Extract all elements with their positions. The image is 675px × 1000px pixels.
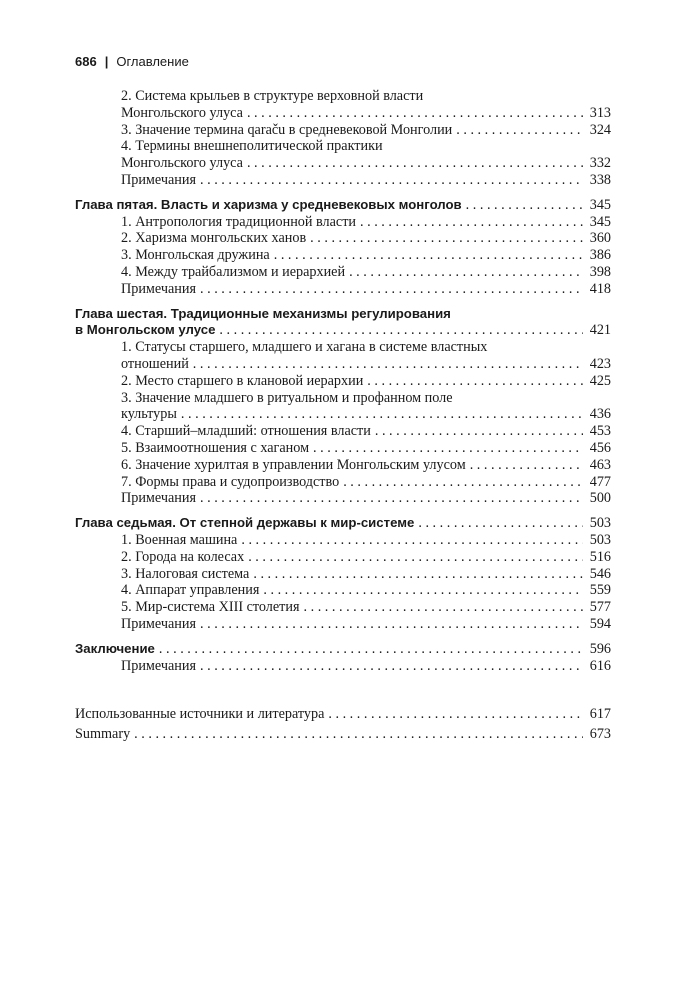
toc-entry <box>75 88 611 105</box>
toc-chapter-entry <box>75 641 611 658</box>
toc-entry <box>75 155 611 172</box>
dot-leader <box>241 532 583 549</box>
toc-page-number: 398 <box>589 263 611 280</box>
toc-entry-title: 5. Мир-система XIII столетия <box>121 599 300 616</box>
toc-page-number: 546 <box>589 565 611 582</box>
toc-page-number: 386 <box>589 247 611 264</box>
toc-entry <box>75 490 611 507</box>
dot-leader <box>134 723 583 745</box>
dot-leader <box>200 490 583 507</box>
toc-entry-title: 1. Военная машина <box>121 531 238 548</box>
dot-leader <box>181 406 583 423</box>
header-separator: | <box>104 54 109 69</box>
toc-page-number: 423 <box>589 355 611 372</box>
toc-entry-title: 4. Между трайбализмом и иерархией <box>121 263 346 280</box>
toc-entry <box>75 723 611 745</box>
toc-entry <box>75 339 611 356</box>
dot-leader <box>193 356 583 373</box>
toc-entry-title: Монгольского улуса <box>121 104 243 121</box>
toc-entry <box>75 247 611 264</box>
toc-group <box>75 641 611 675</box>
toc-entry-title: в Монгольском улусе <box>75 322 216 338</box>
toc-entry-title: Примечания <box>121 615 196 632</box>
toc-entry <box>75 281 611 298</box>
toc-page-number: 500 <box>589 490 611 507</box>
toc-page-number: 338 <box>589 171 611 188</box>
toc-group <box>75 515 611 633</box>
toc-entry-title: Заключение <box>75 640 155 656</box>
toc-entry-title: Глава шестая. Традиционные механизмы регулирования <box>75 305 451 321</box>
toc-page-number: 425 <box>589 372 611 389</box>
toc-entry-title: 3. Монгольская дружина <box>121 247 270 264</box>
toc-page-number: 360 <box>589 230 611 247</box>
toc-entry <box>75 172 611 189</box>
dot-leader <box>200 281 583 298</box>
toc-entry-title: 4. Термины внешнеполитической практики <box>121 138 383 155</box>
toc-entry-title: 2. Харизма монгольских ханов <box>121 230 307 247</box>
dot-leader <box>375 423 583 440</box>
toc-chapter-entry <box>75 197 611 214</box>
toc-entry-title: 5. Взаимоотношения с хаганом <box>121 439 310 456</box>
toc-page-number: 463 <box>589 456 611 473</box>
toc-entry-title: 2. Города на колесах <box>121 548 245 565</box>
table-of-contents <box>75 88 611 745</box>
toc-entry <box>75 599 611 616</box>
toc-page-number: 436 <box>589 406 611 423</box>
toc-entry <box>75 706 611 723</box>
toc-group <box>75 197 611 298</box>
toc-entry-title: Монгольского улуса <box>121 155 243 172</box>
dot-leader <box>470 457 583 474</box>
toc-entry-title: 3. Налоговая система <box>121 565 250 582</box>
toc-page-number: 503 <box>589 515 611 532</box>
toc-entry-title: Summary <box>75 726 131 743</box>
toc-page-number: 324 <box>589 121 611 138</box>
toc-entry <box>75 423 611 440</box>
toc-entry-title: отношений <box>121 355 189 372</box>
toc-entry-title: Примечания <box>121 280 196 297</box>
dot-leader <box>247 155 583 172</box>
toc-page-number: 594 <box>589 615 611 632</box>
dot-leader <box>360 214 583 231</box>
toc-entry <box>75 616 611 633</box>
dot-leader <box>418 515 583 532</box>
toc-entry <box>75 532 611 549</box>
toc-chapter-entry <box>75 322 611 339</box>
dot-leader <box>456 122 583 139</box>
toc-page-number: 477 <box>589 473 611 490</box>
toc-page-number: 516 <box>589 548 611 565</box>
dot-leader <box>310 230 583 247</box>
dot-leader <box>349 264 583 281</box>
toc-page-number: 577 <box>589 599 611 616</box>
toc-entry-title: 2. Система крыльев в структуре верховной власти <box>121 88 424 104</box>
dot-leader <box>274 247 583 264</box>
toc-chapter-entry <box>75 306 611 323</box>
running-head-title: Оглавление <box>116 54 189 69</box>
dot-leader <box>304 599 583 616</box>
page-number: 686 <box>75 54 97 69</box>
toc-entry <box>75 356 611 373</box>
toc-entry-title: 2. Место старшего в клановой иерархии <box>121 372 364 389</box>
running-head <box>75 54 189 69</box>
dot-leader <box>466 197 583 214</box>
toc-page-number: 421 <box>589 322 611 339</box>
dot-leader <box>159 641 583 658</box>
toc-page-number: 559 <box>589 582 611 599</box>
toc-page-number: 345 <box>589 213 611 230</box>
toc-page-number: 617 <box>589 706 611 723</box>
toc-entry <box>75 122 611 139</box>
toc-entry <box>75 105 611 122</box>
toc-entry-title: Использованные источники и литература <box>75 706 325 723</box>
dot-leader <box>263 582 583 599</box>
dot-leader <box>248 549 583 566</box>
toc-entry-title: Примечания <box>121 657 196 674</box>
toc-entry <box>75 457 611 474</box>
toc-entry-title: 3. Значение термина qaraču в средневековой Монголии <box>121 121 453 138</box>
dot-leader <box>313 440 583 457</box>
toc-page-number: 673 <box>589 726 611 743</box>
toc-entry <box>75 440 611 457</box>
toc-page-number: 418 <box>589 280 611 297</box>
toc-entry <box>75 549 611 566</box>
toc-entry-title: 1. Антропология традиционной власти <box>121 213 356 230</box>
toc-group <box>75 706 611 745</box>
toc-entry-title: 6. Значение хурилтая в управлении Монгольским улусом <box>121 456 466 473</box>
toc-entry <box>75 582 611 599</box>
toc-entry-title: 3. Значение младшего в ритуальном и профанном поле <box>121 389 453 406</box>
dot-leader <box>328 706 583 723</box>
toc-chapter-entry <box>75 515 611 532</box>
dot-leader <box>200 172 583 189</box>
dot-leader <box>367 373 583 390</box>
toc-entry <box>75 230 611 247</box>
toc-entry <box>75 474 611 491</box>
toc-page-number: 313 <box>589 104 611 121</box>
toc-page-number: 453 <box>589 423 611 440</box>
toc-entry-title: 7. Формы права и судопроизводство <box>121 473 340 490</box>
dot-leader <box>219 322 583 339</box>
toc-page-number: 456 <box>589 439 611 456</box>
toc-page-number: 332 <box>589 155 611 172</box>
toc-group <box>75 306 611 508</box>
toc-entry-title: 4. Аппарат управления <box>121 582 260 599</box>
toc-page-number: 345 <box>589 196 611 213</box>
dot-leader <box>343 474 583 491</box>
toc-entry-title: 1. Статусы старшего, младшего и хагана в системе властных <box>121 339 488 356</box>
dot-leader <box>200 658 583 675</box>
toc-page-number: 616 <box>589 657 611 674</box>
toc-entry-title: Глава седьмая. От степной державы к мир-системе <box>75 515 415 531</box>
dot-leader <box>253 566 583 583</box>
toc-entry <box>75 138 611 155</box>
toc-entry <box>75 658 611 675</box>
toc-entry <box>75 406 611 423</box>
toc-entry <box>75 214 611 231</box>
toc-entry <box>75 566 611 583</box>
toc-page-number: 503 <box>589 531 611 548</box>
toc-entry-title: Глава пятая. Власть и харизма у средневековых монголов <box>75 196 462 212</box>
toc-entry <box>75 373 611 390</box>
toc-entry-title: культуры <box>121 406 177 423</box>
toc-group <box>75 88 611 189</box>
toc-page-number: 596 <box>589 640 611 657</box>
toc-entry <box>75 264 611 281</box>
toc-entry-title: 4. Старший–младший: отношения власти <box>121 423 371 440</box>
toc-entry-title: Примечания <box>121 490 196 507</box>
toc-entry-title: Примечания <box>121 171 196 188</box>
dot-leader <box>200 616 583 633</box>
toc-entry <box>75 390 611 407</box>
dot-leader <box>247 105 583 122</box>
